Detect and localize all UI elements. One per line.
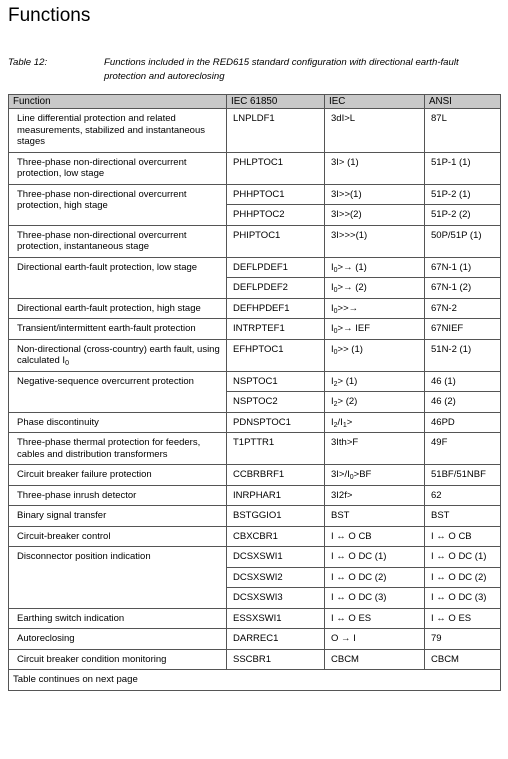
table-row bbox=[9, 257, 501, 278]
iec61850-cell: T1PTTR1 bbox=[227, 433, 325, 465]
function-cell bbox=[9, 319, 227, 340]
iec61850-cell: DARREC1 bbox=[227, 629, 325, 650]
cell-text: I ↔ O ES bbox=[331, 612, 372, 624]
cell-text: I bbox=[331, 302, 334, 314]
table-row bbox=[9, 485, 501, 506]
ansi-cell: I ↔ O CB bbox=[425, 526, 501, 547]
cell-subscript: 0 bbox=[333, 328, 338, 335]
caption-number: Table 12: bbox=[8, 57, 48, 68]
cell-text: 3I2f> bbox=[331, 489, 353, 501]
function-cell bbox=[9, 465, 227, 486]
function-name: Negative-sequence overcurrent protection bbox=[17, 375, 194, 387]
iec61850-cell: DCSXSWI1 bbox=[227, 547, 325, 568]
table-row bbox=[9, 506, 501, 527]
cell-subscript: 0 bbox=[349, 474, 354, 481]
function-name: Circuit-breaker control bbox=[17, 530, 111, 542]
cell-text: I bbox=[331, 323, 334, 334]
cell-text: I ↔ O DC (3) bbox=[331, 592, 387, 603]
ansi-cell: I ↔ O DC (1) bbox=[425, 547, 501, 568]
ansi-cell: BST bbox=[425, 506, 501, 527]
ansi-cell: I ↔ O DC (2) bbox=[425, 567, 501, 588]
cell-text: > bbox=[346, 416, 353, 428]
ansi-cell: I ↔ O ES bbox=[425, 608, 501, 629]
iec61850-cell: SSCBR1 bbox=[227, 649, 325, 670]
function-cell bbox=[9, 629, 227, 650]
iec61850-cell: BSTGGIO1 bbox=[227, 506, 325, 527]
iec-cell bbox=[325, 205, 425, 226]
table-row bbox=[9, 109, 501, 153]
cell-text: BST bbox=[331, 510, 350, 521]
function-cell bbox=[9, 109, 227, 153]
cell-subscript: 2 bbox=[333, 380, 338, 388]
function-cell bbox=[9, 298, 227, 319]
iec61850-cell: DCSXSWI3 bbox=[227, 588, 325, 609]
iec-cell bbox=[325, 225, 425, 257]
table-row bbox=[9, 319, 501, 340]
cell-text: >→ (2) bbox=[337, 282, 367, 293]
cell-subscript: 1 bbox=[342, 421, 347, 429]
function-cell bbox=[9, 526, 227, 547]
cell-text: O → I bbox=[331, 633, 356, 644]
ansi-cell: 67N-1 (2) bbox=[425, 278, 501, 299]
iec-cell bbox=[325, 506, 425, 527]
iec61850-cell: ESSXSWI1 bbox=[227, 608, 325, 629]
cell-text: > (2) bbox=[337, 396, 358, 407]
ansi-cell: 67N-2 bbox=[425, 298, 501, 319]
function-cell bbox=[9, 547, 227, 609]
cell-text: I ↔ O DC (1) bbox=[331, 551, 387, 562]
function-name: Three-phase inrush detector bbox=[17, 489, 137, 501]
table-row bbox=[9, 547, 501, 568]
iec-cell bbox=[325, 319, 425, 340]
function-name: Circuit breaker failure protection bbox=[17, 469, 152, 480]
ansi-cell: 50P/51P (1) bbox=[425, 225, 501, 257]
function-name: Directional earth-fault protection, high stage bbox=[17, 302, 201, 314]
table-row bbox=[9, 608, 501, 629]
table-row bbox=[9, 465, 501, 486]
cell-text: /I bbox=[337, 416, 343, 428]
ansi-cell: 46 (1) bbox=[425, 371, 501, 392]
ansi-cell: 87L bbox=[425, 109, 501, 153]
function-name: Three-phase thermal protection for feeders, cables and distribution transformers bbox=[17, 437, 201, 460]
function-name: Transient/intermittent earth-fault protection bbox=[17, 323, 196, 334]
ansi-cell: 46PD bbox=[425, 412, 501, 433]
cell-subscript: 2 bbox=[333, 401, 338, 408]
function-name: Three-phase non-directional overcurrent protection, instantaneous stage bbox=[17, 229, 187, 252]
function-name: Earthing switch indication bbox=[17, 612, 125, 624]
function-cell bbox=[9, 433, 227, 465]
iec-cell bbox=[325, 184, 425, 205]
cell-text: I bbox=[331, 282, 334, 293]
function-cell bbox=[9, 485, 227, 506]
ansi-cell: I ↔ O DC (3) bbox=[425, 588, 501, 609]
cell-subscript: 0 bbox=[333, 348, 338, 356]
cell-subscript: 0 bbox=[333, 266, 338, 274]
ansi-cell: 51P-2 (1) bbox=[425, 184, 501, 205]
function-cell bbox=[9, 184, 227, 225]
iec61850-cell: NSPTOC2 bbox=[227, 392, 325, 413]
function-cell bbox=[9, 412, 227, 433]
cell-text: I bbox=[331, 416, 334, 428]
function-name: Phase discontinuity bbox=[17, 416, 99, 428]
cell-text: CBCM bbox=[331, 653, 359, 665]
iec61850-cell: DEFLPDEF2 bbox=[227, 278, 325, 299]
table-row bbox=[9, 152, 501, 184]
iec-cell bbox=[325, 465, 425, 486]
iec-cell bbox=[325, 298, 425, 319]
table-row bbox=[9, 184, 501, 205]
cell-text: 3Ith>F bbox=[331, 437, 359, 448]
iec61850-cell: PHHPTOC2 bbox=[227, 205, 325, 226]
iec-cell bbox=[325, 152, 425, 184]
iec61850-cell: INRPHAR1 bbox=[227, 485, 325, 506]
cell-text: I ↔ O CB bbox=[331, 530, 372, 542]
iec61850-cell: DCSXSWI2 bbox=[227, 567, 325, 588]
functions-table bbox=[8, 94, 501, 691]
cell-text: I bbox=[331, 343, 334, 355]
page-heading: Functions bbox=[8, 5, 91, 26]
cell-text: 3I>>(1) bbox=[331, 188, 362, 200]
ansi-cell: CBCM bbox=[425, 649, 501, 670]
iec61850-cell: PHIPTOC1 bbox=[227, 225, 325, 257]
cell-text: 3I>>(2) bbox=[331, 209, 362, 220]
iec-cell bbox=[325, 629, 425, 650]
function-cell bbox=[9, 506, 227, 527]
table-row bbox=[9, 371, 501, 392]
iec61850-cell: DEFHPDEF1 bbox=[227, 298, 325, 319]
table-body bbox=[9, 109, 501, 670]
cell-text: I bbox=[331, 375, 334, 387]
function-name: Autoreclosing bbox=[17, 633, 75, 644]
function-subscript: 0 bbox=[65, 360, 69, 367]
function-name: Binary signal transfer bbox=[17, 510, 107, 521]
ansi-cell: 51P-1 (1) bbox=[425, 152, 501, 184]
iec-cell bbox=[325, 433, 425, 465]
ansi-cell: 79 bbox=[425, 629, 501, 650]
iec-cell bbox=[325, 339, 425, 371]
function-name: Directional earth-fault protection, low stage bbox=[17, 261, 198, 273]
table-continuation-note: Table continues on next page bbox=[9, 670, 501, 691]
iec-cell bbox=[325, 547, 425, 568]
cell-text: >BF bbox=[353, 469, 372, 480]
cell-subscript: 0 bbox=[333, 307, 338, 315]
function-cell bbox=[9, 371, 227, 412]
table-row bbox=[9, 649, 501, 670]
function-name: Three-phase non-directional overcurrent protection, high stage bbox=[17, 188, 187, 211]
ansi-cell: 49F bbox=[425, 433, 501, 465]
iec-cell bbox=[325, 412, 425, 433]
iec61850-cell: PHHPTOC1 bbox=[227, 184, 325, 205]
cell-text: >> (1) bbox=[337, 343, 363, 355]
iec61850-cell: CBXCBR1 bbox=[227, 526, 325, 547]
cell-subscript: 2 bbox=[333, 421, 338, 429]
iec61850-cell: DEFLPDEF1 bbox=[227, 257, 325, 278]
function-cell bbox=[9, 152, 227, 184]
function-cell bbox=[9, 339, 227, 371]
header-function: Function bbox=[9, 95, 227, 109]
cell-text: 3dI>L bbox=[331, 113, 356, 124]
cell-text: I bbox=[331, 396, 334, 407]
iec61850-cell: PDNSPTOC1 bbox=[227, 412, 325, 433]
iec61850-cell: PHLPTOC1 bbox=[227, 152, 325, 184]
cell-text: >>→ bbox=[337, 302, 359, 314]
iec61850-cell: NSPTOC1 bbox=[227, 371, 325, 392]
function-name: Circuit breaker condition monitoring bbox=[17, 653, 167, 665]
table-header-row bbox=[9, 95, 501, 109]
ansi-cell: 62 bbox=[425, 485, 501, 506]
table-row bbox=[9, 298, 501, 319]
function-cell bbox=[9, 225, 227, 257]
iec61850-cell: CCBRBRF1 bbox=[227, 465, 325, 486]
function-name: Line differential protection and related measurements, stabilized and instantaneous stages bbox=[17, 113, 206, 147]
function-cell bbox=[9, 608, 227, 629]
table-row bbox=[9, 412, 501, 433]
table-row bbox=[9, 433, 501, 465]
iec61850-cell: INTRPTEF1 bbox=[227, 319, 325, 340]
function-name: Non-directional (cross-country) earth fault, using calculated I bbox=[17, 343, 220, 366]
ansi-cell: 51P-2 (2) bbox=[425, 205, 501, 226]
iec-cell bbox=[325, 649, 425, 670]
table-row bbox=[9, 526, 501, 547]
cell-text: I bbox=[331, 261, 334, 273]
function-name: Disconnector position indication bbox=[17, 551, 151, 562]
iec61850-cell: EFHPTOC1 bbox=[227, 339, 325, 371]
ansi-cell: 51BF/51NBF bbox=[425, 465, 501, 486]
iec-cell bbox=[325, 257, 425, 278]
cell-subscript: 0 bbox=[333, 287, 338, 294]
cell-text: I ↔ O DC (2) bbox=[331, 571, 387, 583]
table-row bbox=[9, 339, 501, 371]
ansi-cell: 67NIEF bbox=[425, 319, 501, 340]
iec-cell bbox=[325, 392, 425, 413]
table-row bbox=[9, 225, 501, 257]
caption-text: Functions included in the RED615 standard configuration with directional earth-fault protection and autoreclosing bbox=[104, 57, 459, 82]
ansi-cell: 51N-2 (1) bbox=[425, 339, 501, 371]
iec-cell bbox=[325, 371, 425, 392]
header-iec61850: IEC 61850 bbox=[227, 95, 325, 109]
function-name: Three-phase non-directional overcurrent protection, low stage bbox=[17, 156, 187, 179]
iec-cell bbox=[325, 109, 425, 153]
function-cell bbox=[9, 649, 227, 670]
iec-cell bbox=[325, 485, 425, 506]
cell-text: 3I>/I bbox=[331, 469, 350, 480]
iec-cell bbox=[325, 278, 425, 299]
cell-text: 3I>>>(1) bbox=[331, 229, 368, 241]
iec-cell bbox=[325, 526, 425, 547]
iec-cell bbox=[325, 567, 425, 588]
header-ansi: ANSI bbox=[425, 95, 501, 109]
iec61850-cell: LNPLDF1 bbox=[227, 109, 325, 153]
header-iec: IEC bbox=[325, 95, 425, 109]
cell-text: >→ (1) bbox=[337, 261, 367, 273]
cell-text: > (1) bbox=[337, 375, 358, 387]
iec-cell bbox=[325, 588, 425, 609]
ansi-cell: 46 (2) bbox=[425, 392, 501, 413]
iec-cell bbox=[325, 608, 425, 629]
table-row bbox=[9, 629, 501, 650]
cell-text: 3I> (1) bbox=[331, 156, 359, 168]
ansi-cell: 67N-1 (1) bbox=[425, 257, 501, 278]
cell-text: >→ IEF bbox=[337, 323, 371, 334]
function-cell bbox=[9, 257, 227, 298]
